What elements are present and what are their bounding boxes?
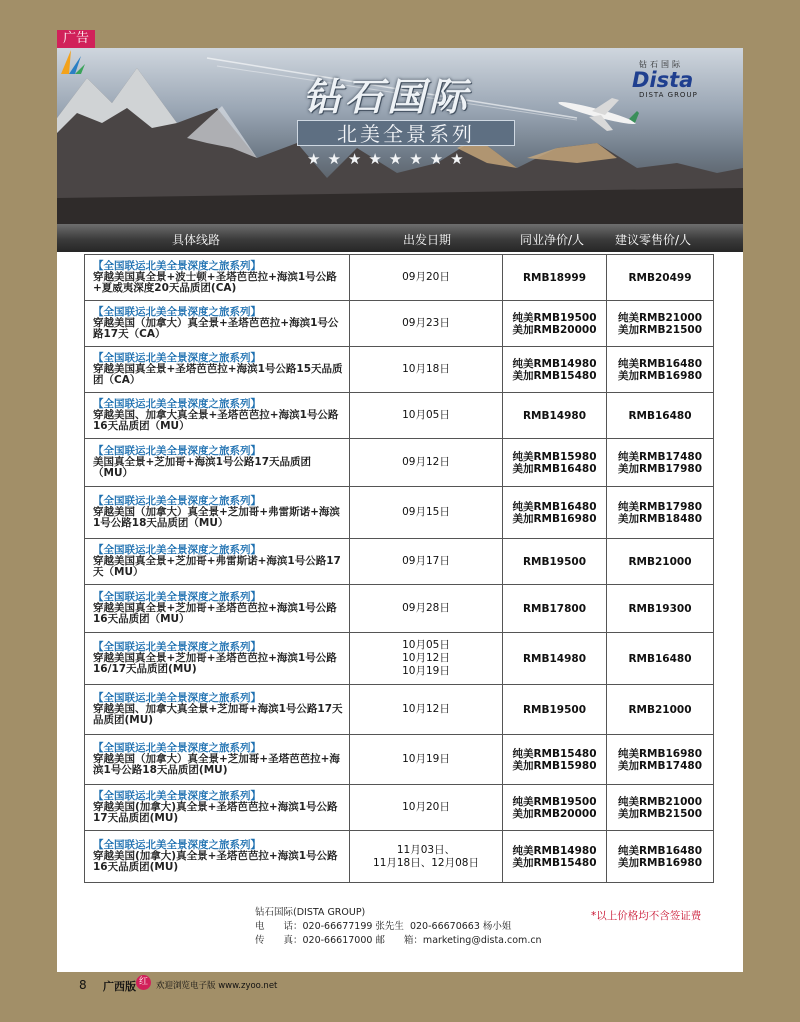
net-price-cell	[503, 255, 607, 301]
retail-price-cell	[607, 735, 714, 785]
retail-price-cell	[607, 255, 714, 301]
route-cell	[85, 585, 350, 633]
date-cell	[350, 785, 503, 831]
retail-price: RMB21000	[628, 703, 692, 716]
route-name: 穿越美国真全景+芝加哥+弗雷斯诺+海滨1号公路17天（MU）	[93, 554, 341, 579]
retail-price-cell	[607, 439, 714, 487]
rating-stars: ★★★★★★★★	[307, 150, 471, 168]
date-cell	[350, 301, 503, 347]
departure-dates: 10月19日	[402, 753, 450, 765]
date-cell	[350, 255, 503, 301]
retail-price-cell	[607, 785, 714, 831]
net-price: RMB14980	[522, 409, 587, 422]
red-badge: 红	[136, 975, 151, 990]
departure-dates: 10月05日 10月12日 10月19日	[402, 639, 450, 677]
route-cell	[85, 487, 350, 539]
route-name: 穿越美国(加拿大)真全景+圣塔芭芭拉+海滨1号公路17天品质团(MU)	[93, 800, 338, 825]
header-route: 具体线路	[172, 233, 221, 247]
retail-price: RMB20499	[628, 271, 692, 284]
logo-wordmark: Dista	[632, 68, 694, 92]
net-price-cell	[503, 439, 607, 487]
route-cell	[85, 633, 350, 685]
route-cell	[85, 439, 350, 487]
retail-price-cell	[607, 347, 714, 393]
date-cell	[350, 439, 503, 487]
net-price: 纯美RMB19500 美加RMB20000	[512, 311, 597, 336]
route-name: 穿越美国真全景+波士顿+圣塔芭芭拉+海滨1号公路+夏威夷深度20天品质团(CA)	[93, 270, 337, 295]
net-price: RMB14980	[522, 652, 587, 665]
departure-dates: 11月03日、 11月18日、12月08日	[373, 843, 479, 869]
route-series: 【全国联运北美全景深度之旅系列】	[93, 259, 261, 272]
route-series: 【全国联运北美全景深度之旅系列】	[93, 444, 261, 457]
banner-subtitle: 北美全景系列	[297, 120, 515, 146]
departure-dates: 10月20日	[402, 801, 450, 813]
page-number: 8	[79, 978, 87, 992]
departure-dates: 10月05日	[402, 409, 450, 421]
banner	[57, 48, 743, 224]
route-cell	[85, 785, 350, 831]
date-cell	[350, 831, 503, 883]
departure-dates: 09月23日	[402, 317, 450, 329]
net-price: RMB18999	[522, 271, 587, 284]
retail-price-cell	[607, 685, 714, 735]
retail-price: 纯美RMB21000 美加RMB21500	[617, 311, 703, 336]
departure-dates: 09月12日	[402, 456, 450, 468]
header-net-price: 同业净价/人	[520, 233, 585, 247]
route-series: 【全国联运北美全景深度之旅系列】	[93, 590, 261, 603]
retail-price: RMB21000	[628, 555, 692, 568]
net-price-cell	[503, 831, 607, 883]
net-price: 纯美RMB14980 美加RMB15480	[512, 357, 597, 382]
table-row	[85, 393, 714, 439]
welcome-link[interactable]: 欢迎浏览电子版 www.zyoo.net	[156, 981, 278, 991]
route-series: 【全国联运北美全景深度之旅系列】	[93, 305, 261, 318]
route-cell	[85, 393, 350, 439]
route-series: 【全国联运北美全景深度之旅系列】	[93, 691, 261, 704]
route-series: 【全国联运北美全景深度之旅系列】	[93, 494, 261, 507]
table-row	[85, 539, 714, 585]
route-cell	[85, 685, 350, 735]
header-date: 出发日期	[403, 233, 452, 247]
route-cell	[85, 255, 350, 301]
phone-line: 电 话：020-66677199 张先生 020-66670663 杨小姐	[255, 921, 512, 932]
net-price-cell	[503, 685, 607, 735]
route-series: 【全国联运北美全景深度之旅系列】	[93, 838, 261, 851]
route-series: 【全国联运北美全景深度之旅系列】	[93, 543, 261, 556]
route-name: 穿越美国、加拿大真全景+芝加哥+海滨1号公路17天品质团(MU)	[93, 702, 343, 727]
route-name: 穿越美国真全景+圣塔芭芭拉+海滨1号公路15天品质团（CA）	[93, 362, 343, 387]
route-cell	[85, 539, 350, 585]
route-series: 【全国联运北美全景深度之旅系列】	[93, 789, 261, 802]
net-price-cell	[503, 487, 607, 539]
ad-page	[57, 48, 743, 972]
date-cell	[350, 585, 503, 633]
route-name: 穿越美国真全景+芝加哥+圣塔芭芭拉+海滨1号公路16/17天品质团(MU)	[93, 651, 337, 676]
route-name: 穿越美国（加拿大）真全景+圣塔芭芭拉+海滨1号公路17天（CA）	[93, 316, 339, 341]
net-price-cell	[503, 393, 607, 439]
retail-price: 纯美RMB16480 美加RMB16980	[617, 844, 703, 869]
ad-tag: 广告	[57, 30, 95, 48]
route-series: 【全国联运北美全景深度之旅系列】	[93, 741, 261, 754]
table-row	[85, 735, 714, 785]
net-price: 纯美RMB15980 美加RMB16480	[512, 450, 597, 475]
retail-price: 纯美RMB16980 美加RMB17480	[617, 747, 703, 772]
retail-price-cell	[607, 633, 714, 685]
departure-dates: 09月17日	[402, 555, 450, 567]
table-row	[85, 585, 714, 633]
date-cell	[350, 685, 503, 735]
airplane-icon	[557, 98, 639, 131]
header-retail-price: 建议零售价/人	[615, 233, 692, 247]
footer	[57, 972, 743, 996]
retail-price: RMB16480	[628, 652, 692, 665]
net-price: RMB17800	[522, 602, 587, 615]
date-cell	[350, 347, 503, 393]
net-price: 纯美RMB19500 美加RMB20000	[512, 795, 597, 820]
retail-price: RMB19300	[628, 602, 692, 615]
table-row	[85, 487, 714, 539]
route-name: 穿越美国（加拿大）真全景+芝加哥+弗雷斯诺+海滨1号公路18天品质团（MU）	[93, 505, 340, 530]
net-price-cell	[503, 633, 607, 685]
retail-price: 纯美RMB17480 美加RMB17980	[617, 450, 703, 475]
dista-logo-icon	[57, 48, 85, 76]
net-price-cell	[503, 585, 607, 633]
net-price-cell	[503, 301, 607, 347]
net-price-cell	[503, 347, 607, 393]
date-cell	[350, 735, 503, 785]
retail-price-cell	[607, 301, 714, 347]
net-price-cell	[503, 539, 607, 585]
logo-cn: 钻石国际	[639, 60, 683, 69]
net-price: 纯美RMB15480 美加RMB15980	[512, 747, 597, 772]
departure-dates: 10月12日	[402, 703, 450, 715]
table-row	[85, 633, 714, 685]
retail-price-cell	[607, 487, 714, 539]
banner-title: 钻石国际	[303, 75, 472, 119]
route-cell	[85, 735, 350, 785]
table-row	[85, 785, 714, 831]
departure-dates: 09月15日	[402, 506, 450, 518]
visa-note: *以上价格均不含签证费	[591, 910, 702, 922]
route-cell	[85, 301, 350, 347]
retail-price: 纯美RMB17980 美加RMB18480	[617, 500, 703, 525]
net-price: RMB19500	[522, 703, 587, 716]
edition-label: 广西版	[103, 980, 136, 993]
table-row	[85, 255, 714, 301]
table-row	[85, 685, 714, 735]
departure-dates: 09月28日	[402, 602, 450, 614]
company-name: 钻石国际(DISTA GROUP)	[255, 907, 366, 918]
route-name: 穿越美国（加拿大）真全景+芝加哥+圣塔芭芭拉+海滨1号公路18天品质团(MU)	[93, 752, 340, 777]
retail-price: 纯美RMB16480 美加RMB16980	[617, 357, 703, 382]
retail-price-cell	[607, 831, 714, 883]
table-row	[85, 831, 714, 883]
route-name: 美国真全景+芝加哥+海滨1号公路17天品质团（MU）	[93, 455, 312, 480]
net-price: RMB19500	[522, 555, 587, 568]
table-header-bar	[57, 224, 743, 252]
net-price: 纯美RMB16480 美加RMB16980	[512, 500, 597, 525]
table-row	[85, 301, 714, 347]
departure-dates: 09月20日	[402, 271, 450, 283]
fax-email-line: 传 真：020-66617000 邮 箱：marketing@dista.com.cn	[255, 935, 542, 946]
route-cell	[85, 347, 350, 393]
route-name: 穿越美国真全景+芝加哥+圣塔芭芭拉+海滨1号公路16天品质团（MU）	[93, 601, 337, 626]
retail-price: 纯美RMB21000 美加RMB21500	[617, 795, 703, 820]
departure-dates: 10月18日	[402, 363, 450, 375]
net-price-cell	[503, 735, 607, 785]
date-cell	[350, 633, 503, 685]
route-cell	[85, 831, 350, 883]
route-series: 【全国联运北美全景深度之旅系列】	[93, 351, 261, 364]
table-row	[85, 439, 714, 487]
table-row	[85, 347, 714, 393]
retail-price: RMB16480	[628, 409, 692, 422]
date-cell	[350, 487, 503, 539]
retail-price-cell	[607, 539, 714, 585]
route-series: 【全国联运北美全景深度之旅系列】	[93, 640, 261, 653]
logo-group: DISTA GROUP	[639, 91, 698, 99]
net-price-cell	[503, 785, 607, 831]
net-price: 纯美RMB14980 美加RMB15480	[512, 844, 597, 869]
routes-table	[84, 254, 714, 883]
retail-price-cell	[607, 585, 714, 633]
date-cell	[350, 393, 503, 439]
route-name: 穿越美国(加拿大)真全景+圣塔芭芭拉+海滨1号公路16天品质团(MU)	[93, 849, 338, 874]
route-name: 穿越美国、加拿大真全景+圣塔芭芭拉+海滨1号公路16天品质团（MU）	[93, 408, 339, 433]
route-series: 【全国联运北美全景深度之旅系列】	[93, 397, 261, 410]
date-cell	[350, 539, 503, 585]
retail-price-cell	[607, 393, 714, 439]
contact-block	[255, 906, 542, 948]
